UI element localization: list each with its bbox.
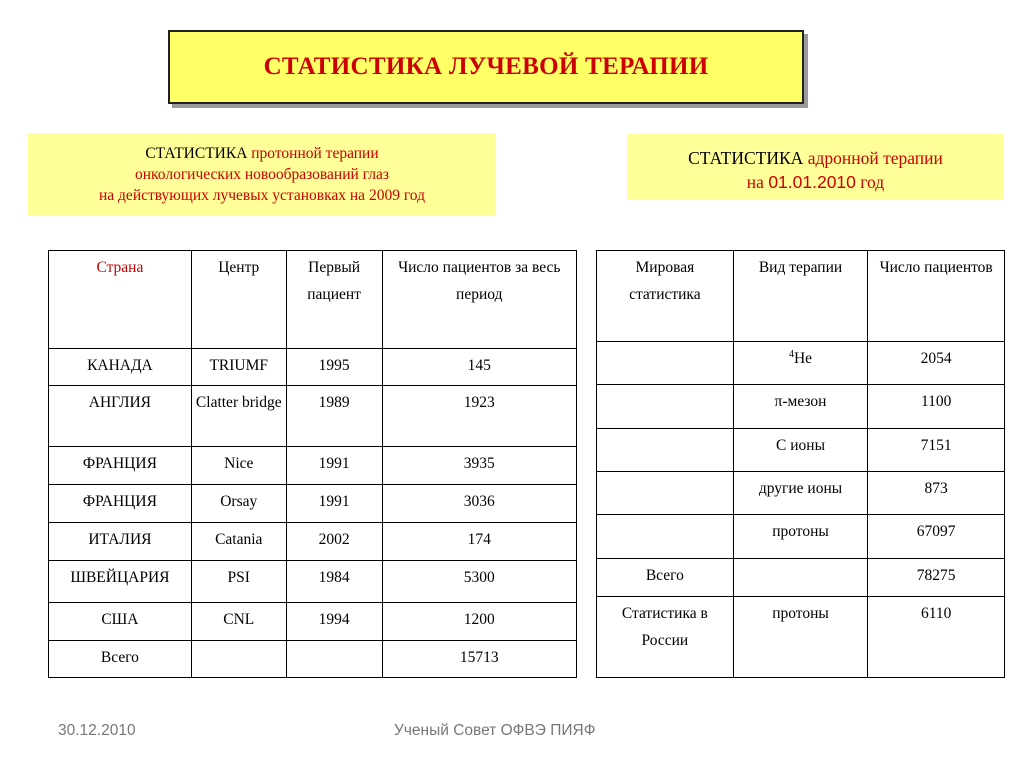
table-row	[597, 515, 1005, 559]
hadron-heading	[627, 134, 1004, 200]
table-row	[597, 342, 1005, 385]
page-title: СТАТИСТИКА ЛУЧЕВОЙ ТЕРАПИИ	[263, 53, 709, 80]
table-cell: 1991	[286, 485, 382, 523]
table-cell: 5300	[382, 561, 576, 603]
table-cell: 3935	[382, 447, 576, 485]
table-header-row	[49, 251, 577, 349]
header-country: Страна	[49, 251, 192, 349]
table-cell: 1989	[286, 386, 382, 447]
header-center: Центр	[191, 251, 286, 349]
isotope-mass-number: 4	[788, 348, 794, 360]
table-cell: CNL	[191, 603, 286, 641]
table-cell	[597, 342, 734, 385]
table-cell: КАНАДА	[49, 349, 192, 386]
table-cell: Статистика в России	[597, 597, 734, 678]
table-cell	[597, 472, 734, 515]
table-cell	[597, 429, 734, 472]
hadron-heading-line2	[627, 170, 1004, 194]
table-row	[597, 559, 1005, 597]
hadron-heading-line1	[627, 146, 1004, 170]
table-cell: 15713	[382, 641, 576, 678]
table-cell	[597, 385, 734, 429]
table-cell: 2054	[868, 342, 1005, 385]
table-row	[597, 385, 1005, 429]
table-cell: Clatter bridge	[191, 386, 286, 447]
table-cell	[597, 515, 734, 559]
table-cell: другие ионы	[733, 472, 868, 515]
header-patient-count: Число пациентов	[868, 251, 1005, 342]
table-row	[49, 485, 577, 523]
table-cell: Всего	[49, 641, 192, 678]
table-cell	[733, 559, 868, 597]
table-row	[49, 523, 577, 561]
table-cell: 1995	[286, 349, 382, 386]
table-cell: 6110	[868, 597, 1005, 678]
header-therapy-type: Вид терапии	[733, 251, 868, 342]
table-cell: ФРАНЦИЯ	[49, 485, 192, 523]
table-cell: TRIUMF	[191, 349, 286, 386]
header-world-stats: Мировая статистика	[597, 251, 734, 342]
table-cell: PSI	[191, 561, 286, 603]
table-row	[49, 447, 577, 485]
table-row	[597, 472, 1005, 515]
table-cell: 7151	[868, 429, 1005, 472]
table-cell: 145	[382, 349, 576, 386]
isotope-symbol: He	[793, 350, 813, 367]
table-cell: 1200	[382, 603, 576, 641]
hadron-heading-date: 01.01.2010	[768, 172, 856, 192]
header-patient-count: Число пациентов за весь период	[382, 251, 576, 349]
proton-heading-line2: онкологических новообразований глаз	[135, 166, 389, 183]
table-cell: 67097	[868, 515, 1005, 559]
table-row	[49, 349, 577, 386]
table-header-row	[597, 251, 1005, 342]
footer-organization: Ученый Совет ОФВЭ ПИЯФ	[394, 722, 596, 739]
table-cell: 1923	[382, 386, 576, 447]
table-cell: 873	[868, 472, 1005, 515]
proton-heading-word: СТАТИСТИКА	[145, 145, 248, 162]
hadron-heading-suffix: год	[855, 172, 885, 192]
table-cell: ФРАНЦИЯ	[49, 447, 192, 485]
table-cell	[286, 641, 382, 678]
table-cell	[191, 641, 286, 678]
proton-therapy-table	[48, 250, 577, 678]
table-cell: Nice	[191, 447, 286, 485]
table-cell: протоны	[733, 597, 868, 678]
table-total-row	[49, 641, 577, 678]
title-banner	[168, 30, 804, 104]
footer-date: 30.12.2010	[58, 722, 136, 739]
table-row	[49, 603, 577, 641]
table-cell: π-мезон	[733, 385, 868, 429]
table-cell: 1100	[868, 385, 1005, 429]
proton-heading	[28, 133, 496, 216]
table-cell: 2002	[286, 523, 382, 561]
table-row	[597, 429, 1005, 472]
table-cell: 1994	[286, 603, 382, 641]
table-cell-helium	[733, 342, 868, 385]
table-cell: 1984	[286, 561, 382, 603]
hadron-heading-rest: адронной терапии	[803, 148, 943, 168]
proton-heading-line1	[28, 143, 496, 164]
table-row	[49, 386, 577, 447]
table-cell: ШВЕЙЦАРИЯ	[49, 561, 192, 603]
hadron-heading-word: СТАТИСТИКА	[688, 148, 804, 168]
table-row	[597, 597, 1005, 678]
table-cell: Orsay	[191, 485, 286, 523]
table-cell: 3036	[382, 485, 576, 523]
proton-heading-line3: на действующих лучевых установках на 2009 год	[99, 187, 425, 204]
table-cell: 1991	[286, 447, 382, 485]
table-cell: 174	[382, 523, 576, 561]
proton-heading-rest: протонной терапии	[247, 145, 379, 162]
table-cell: протоны	[733, 515, 868, 559]
hadron-therapy-table	[596, 250, 1005, 678]
table-cell: ИТАЛИЯ	[49, 523, 192, 561]
hadron-heading-prefix: на	[746, 172, 769, 192]
table-cell: США	[49, 603, 192, 641]
table-cell: Catania	[191, 523, 286, 561]
table-cell: Всего	[597, 559, 734, 597]
table-row	[49, 561, 577, 603]
table-cell: 78275	[868, 559, 1005, 597]
header-first-patient: Первый пациент	[286, 251, 382, 349]
table-cell: АНГЛИЯ	[49, 386, 192, 447]
table-cell: С ионы	[733, 429, 868, 472]
